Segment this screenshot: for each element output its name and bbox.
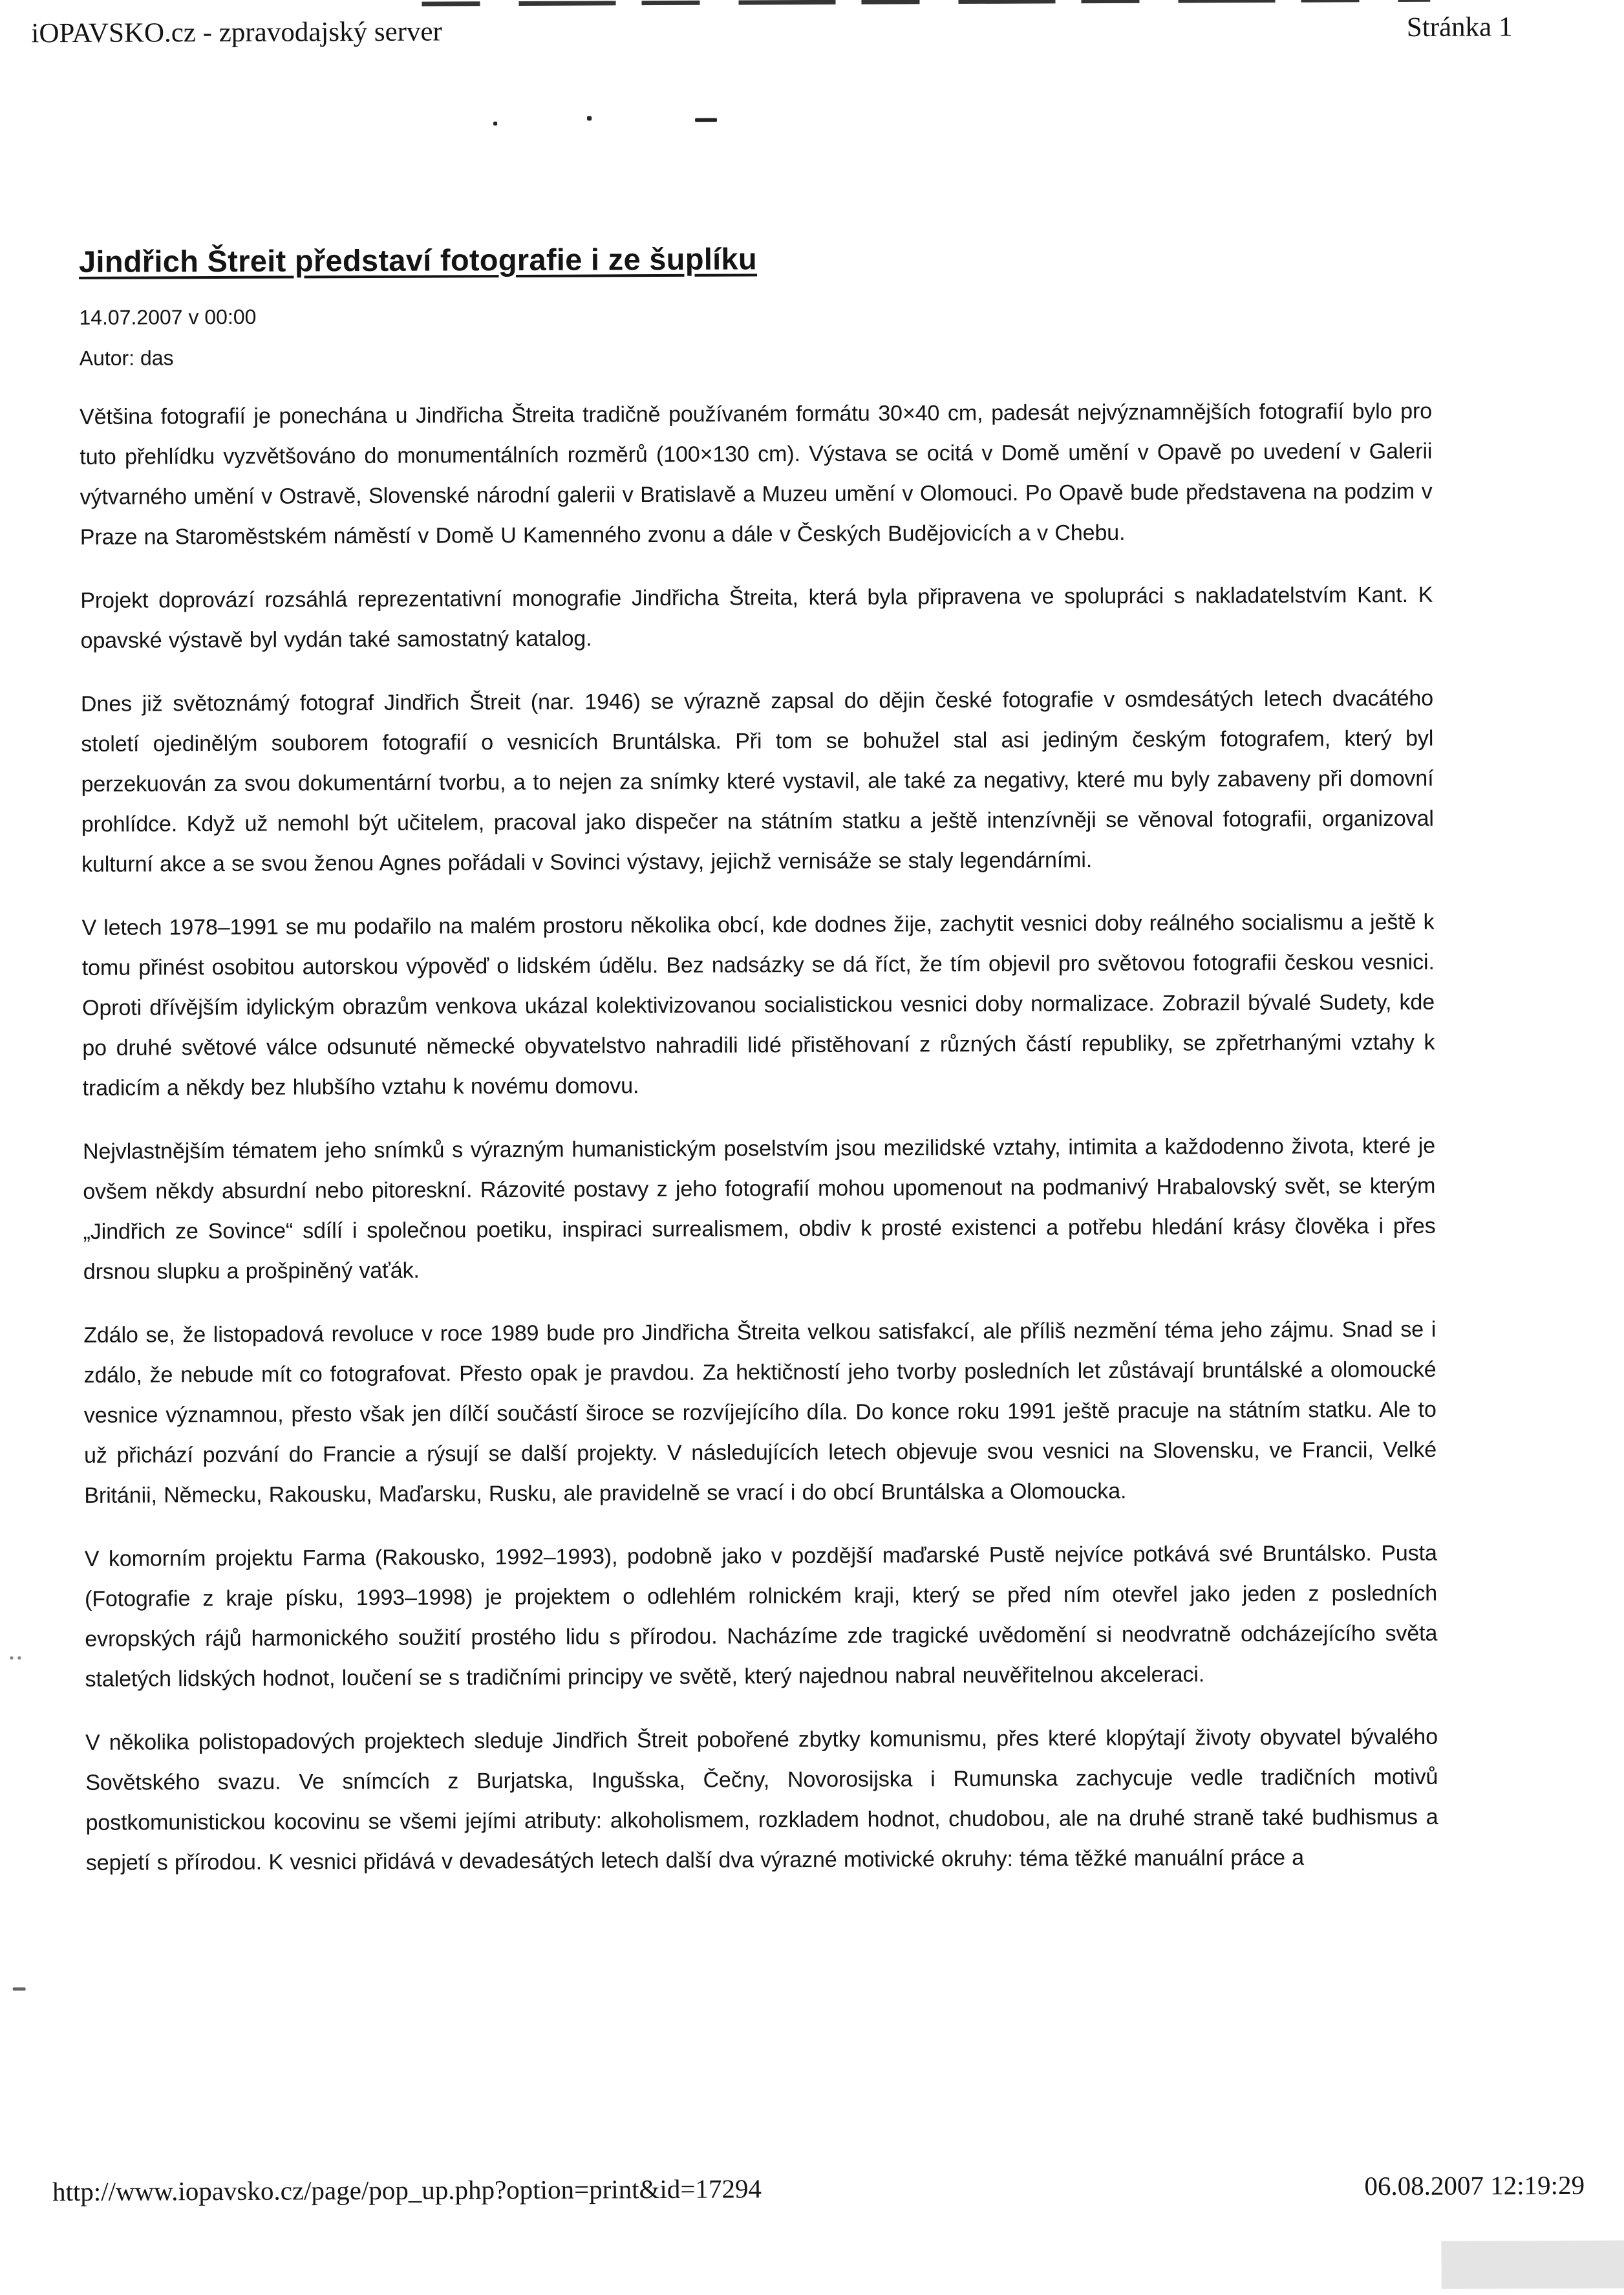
scan-artifact-speck	[17, 1656, 21, 1659]
article-paragraph: V několika polistopadových projektech sleduje Jindřich Štreit pobořené zbytky komunismu, přes které klopýtají životy obyvatel bývalého Sovětského svazu. Ve snímcích z Burjatska, Ingušska, Čečny, Novorosijska i Rumunska zachycuje vedle tradičních motivů postkomunistickou kocovinu se všemi jejími atributy: alkoholismem, rozkladem hodnot, chudobou, ale na druhé straně také budhismus a sepjetí s přírodou. K vesnici přidává v devadesátých letech další dva výrazné motivické okruhy: téma těžké manuální práce a	[85, 1725, 1438, 1876]
article-title: Jindřich Štreit představí fotografie i ze šuplíku	[78, 241, 758, 279]
article-body	[80, 391, 1438, 1883]
scan-artifact-speck	[587, 116, 592, 120]
article-paragraph: Zdálo se, že listopadová revoluce v roce 1989 bude pro Jindřicha Štreita velkou satisfakcí, ale příliš nezmění téma jeho zájmu. Snad se i zdálo, že nebude mít co fotografovat. Přesto opak je pravdou. Za hektičností jeho tvorby posledních let zůstávají bruntálské a olomoucké vesnice významnou, přesto však jen dílčí součástí široce se rozvíjejícího díla. Do konce roku 1991 ještě pracuje na státním statku. Ale to už přichází pozvání do Francie a rýsují se další projekty. V následujících letech objevuje svou vesnici na Slovensku, ve Francii, Velké Británii, Německu, Rakousku, Maďarsku, Rusku, ale pravidelně se vrací i do obcí Bruntálska a Olomoucka.	[83, 1317, 1437, 1509]
site-name: iOPAVSKO.cz - zpravodajský server	[31, 16, 442, 49]
scan-artifact-corner	[1441, 2241, 1624, 2289]
article-paragraph: Nejvlastnějším tématem jeho snímků s výrazným humanistickým poselstvím jsou mezilidské vztahy, intimita a každodenno života, které je ovšem někdy absurdní nebo pitoreskní. Rázovité postavy z jeho fotografií mohou upomenout na podmanivý Hrabalovský svět, se kterým „Jindřich ze Sovince“ sdílí i společnou poetiku, inspiraci surrealismem, obdiv k prosté existenci a potřebu hledání krásy člověka i přes drsnou slupku a prošpiněný vaťák.	[82, 1134, 1436, 1285]
article-paragraph: Projekt doprovází rozsáhlá reprezentativní monografie Jindřicha Štreita, která byla připravena ve spolupráci s nakladatelstvím Kant. K opavské výstavě byl vydán také samostatný katalog.	[80, 583, 1433, 654]
scan-artifact-dash	[13, 1987, 26, 1990]
scan-artifact-top-edge	[422, 0, 1430, 6]
scan-artifact-speck	[10, 1656, 13, 1659]
scan-artifact-speck	[493, 122, 497, 125]
scan-artifact-dash	[695, 118, 717, 122]
article-paragraph: Dnes již světoznámý fotograf Jindřich Štreit (nar. 1946) se výrazně zapsal do dějin české fotografie v osmdesátých letech dvacátého století ojedinělým souborem fotografií o vesnicích Bruntálska. Při tom se bohužel stal asi jediným českým fotografem, který byl perzekuován za svou dokumentární tvorbu, a to nejen za snímky které vystavil, ale také za negativy, které mu byly zabaveny při domovní prohlídce. Když už nemohl být učitelem, pracoval jako dispečer na státním statku a ještě intenzívněji se věnoval fotografii, organizoval kulturní akce a se svou ženou Agnes pořádali v Sovinci výstavy, jejichž vernisáže se staly legendárními.	[80, 686, 1434, 878]
print-header	[31, 11, 1512, 49]
article-paragraph: V komorním projektu Farma (Rakousko, 1992–1993), podobně jako v pozdější maďarské Pustě nejvíce potkává své Bruntálsko. Pusta (Fotografie z kraje písku, 1993–1998) je projektem o odlehlém rolnickém kraji, který se před ním otevřel jako jeden z posledních evropských rájů harmonického soužití prostého lidu s přírodou. Nacházíme zde tragické uvědomění si neodvratně odcházejícího světa staletých lidských hodnot, loučení se s tradičními principy ve světě, který najednou nabral neuvěřitelnou akceleraci.	[84, 1541, 1438, 1692]
article-paragraph: V letech 1978–1991 se mu podařilo na malém prostoru několika obcí, kde dodnes žije, zachytit vesnici doby reálného socialismu a ještě k tomu přinést osobitou autorskou výpověď o lidském údělu. Bez nadsázky se dá říct, že tím objevil pro světovou fotografii českou vesnici. Oproti dřívějším idylickým obrazům venkova ukázal kolektivizovanou socialistickou vesnici doby normalizace. Zobrazil bývalé Sudety, kde po druhé světové válce odsunuté německé obyvatelstvo nahradili lidé přistěhovaní z různých částí republiky, se zpřetrhanými vztahy k tradicím a někdy bez hlubšího vztahu k novému domovu.	[81, 910, 1435, 1101]
article	[79, 238, 1438, 1906]
page-number: Stránka 1	[1406, 12, 1513, 43]
publish-date: 14.07.2007 v 00:00	[79, 305, 257, 329]
print-footer	[52, 2171, 1585, 2206]
print-timestamp: 06.08.2007 12:19:29	[1364, 2170, 1585, 2201]
print-source-url: http://www.iopavsko.cz/page/pop_up.php?option=print&id=17294	[52, 2173, 762, 2207]
article-paragraph: Většina fotografií je ponechána u Jindřicha Štreita tradičně používaném formátu 30×40 cm, padesát nejvýznamnějších fotografií bylo pro tuto přehlídku vyzvětšováno do monumentálních rozměrů (100×130 cm). Výstava se ocitá v Domě umění v Opavě po uvedení v Galerii výtvarného umění v Ostravě, Slovenské národní galerii v Bratislavě a Muzeu umění v Olomouci. Po Opavě bude představena na podzim v Praze na Staroměstském náměstí v Domě U Kamenného zvonu a dále v Českých Budějovicích a v Chebu.	[79, 399, 1433, 550]
article-author: Autor: das	[79, 346, 174, 371]
